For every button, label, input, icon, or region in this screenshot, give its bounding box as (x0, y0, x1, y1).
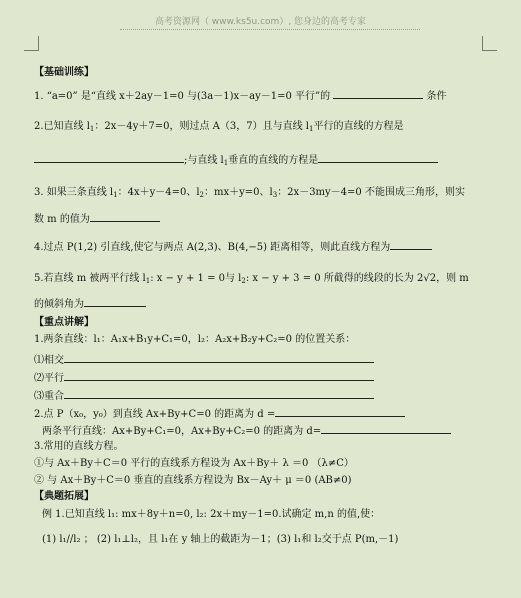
q2-text-b: ：2x－4y＋7=0，则过点 A（3，7）且与直线 l (94, 121, 310, 132)
q4-text: 4.过点 P(1,2) 引直线,使它与两点 A(2,3)、B(4,−5) 距离相等，则此直线方程为 (34, 242, 391, 253)
examples-title: 【典题拓展】 (34, 491, 94, 502)
option-coincide-label: ⑶重合 (34, 391, 64, 402)
q1-text: 1. “a=0” 是“直线 x＋2ay－1=0 与(3a－1)x－ay－1=0 平行”的 (34, 91, 331, 102)
page-header: 高考资源网（ www.ks5u.com）, 您身边的高考专家 (154, 17, 367, 27)
key-point-2 (34, 406, 405, 421)
crop-mark-top-right (482, 36, 497, 51)
q3-text-c: ：mx＋y=0、l (204, 187, 273, 198)
q2-text-e: 垂直的直线的方程是 (228, 155, 319, 166)
question-4 (34, 239, 432, 254)
option-parallel-label: ⑵平行 (34, 373, 64, 384)
q1-blank[interactable] (333, 88, 423, 99)
option-coincide-blank[interactable] (64, 388, 374, 399)
question-5-line-2 (34, 296, 146, 311)
question-3-line-2 (34, 211, 160, 226)
question-1 (34, 88, 447, 103)
key-points-title: 【重点讲解】 (34, 317, 94, 328)
option-parallel (34, 370, 374, 385)
key-point-2b (42, 423, 451, 438)
key-point-3b: ② 与 Ax＋By＋C＝0 垂直的直线系方程设为 Bx－Ay＋ μ ＝0 (AB≠0) (34, 475, 352, 486)
parallel-distance-blank[interactable] (321, 423, 451, 434)
q3-blank[interactable] (90, 211, 160, 222)
header-rule (120, 29, 420, 30)
question-2: 2.已知直线 $l_1$：2x－4y＋7=0，则过点 A（3，7）且与直线 $l_1$平行的直线的方程是 (34, 121, 404, 133)
option-intersect (34, 352, 374, 367)
crop-mark-top-left (24, 36, 39, 51)
question-5: 5.若直线 m 被两平行线 $l_1$: x − y + 1 = 0与 $l_2$: x − y + 3 = 0 所截得的线段的长为 2√2，则 m (34, 273, 469, 285)
example-1: 例 1.已知直线 l₁: mx＋8y＋n=0, l₂: 2x＋my－1=0.试确定 m,n 的值,使： (42, 509, 381, 520)
option-intersect-blank[interactable] (64, 352, 374, 363)
q5-text-d: 的倾斜角为 (34, 299, 84, 310)
question-2-line-2: ;与直线 $l_1$垂直的直线的方程是 (34, 152, 438, 170)
distance-blank[interactable] (275, 406, 405, 417)
q5-text-b: : x − y + 1 = 0与 l (150, 273, 242, 284)
q2-blank-1[interactable] (34, 152, 184, 163)
key-point-3: 3.常用的直线方程。 (34, 441, 124, 452)
key-point-2-text: 2.点 P（x₀，y₀）到直线 Ax+By+C=0 的距离为 d = (34, 409, 276, 420)
q2-text-a: 2.已知直线 l (34, 121, 90, 132)
option-coincide (34, 388, 374, 403)
q5-blank[interactable] (84, 296, 146, 307)
key-point-1: 1.两条直线：l₁：A₁x+B₁y+C₁=0，l₂：A₂x+B₂y+C₂=0 的位置关系： (34, 334, 356, 345)
q3-text-a: 3. 如果三条直线 l (34, 187, 114, 198)
document-page (10, 6, 511, 598)
option-parallel-blank[interactable] (64, 370, 374, 381)
q5-text-a: 5.若直线 m 被两平行线 l (34, 273, 146, 284)
option-intersect-label: ⑴相交 (34, 355, 64, 366)
q4-blank[interactable] (390, 239, 432, 250)
key-point-3a: ①与 Ax＋By＋C＝0 平行的直线系方程设为 Ax＋By＋ λ ＝0 （λ≠C） (34, 458, 354, 469)
question-3: 3. 如果三条直线 $l_1$：4x＋y－4=0、$l_2$：mx＋y=0、$l_3$：2x－3my－4=0 不能围成三角形，则实 (34, 187, 465, 199)
q5-text-c: : x − y + 3 = 0 所截得的线段的长为 2√2，则 m (245, 273, 469, 284)
q2-text-d: ;与直线 l (184, 155, 224, 166)
q3-text-d: ：2x－3my－4=0 不能围成三角形，则实 (277, 187, 465, 198)
basic-training-title: 【基础训练】 (34, 67, 94, 78)
key-point-2b-text: 两条平行直线：Ax+By+C₁=0，Ax+By+C₂=0 的距离为 d= (42, 426, 322, 437)
q2-blank-2[interactable] (318, 152, 438, 163)
example-1-parts: (1) l₁//l₂ ； (2) l₁⊥l₂，且 l₁在 y 轴上的截距为－1；(3) l₁和 l₂交于点 P(m,－1) (42, 534, 399, 545)
q3-text-e: 数 m 的值为 (34, 214, 90, 225)
q1-suffix: 条件 (426, 91, 447, 102)
q2-text-c: 平行的直线的方程是 (313, 121, 404, 132)
q3-text-b: ：4x＋y－4=0、l (117, 187, 200, 198)
